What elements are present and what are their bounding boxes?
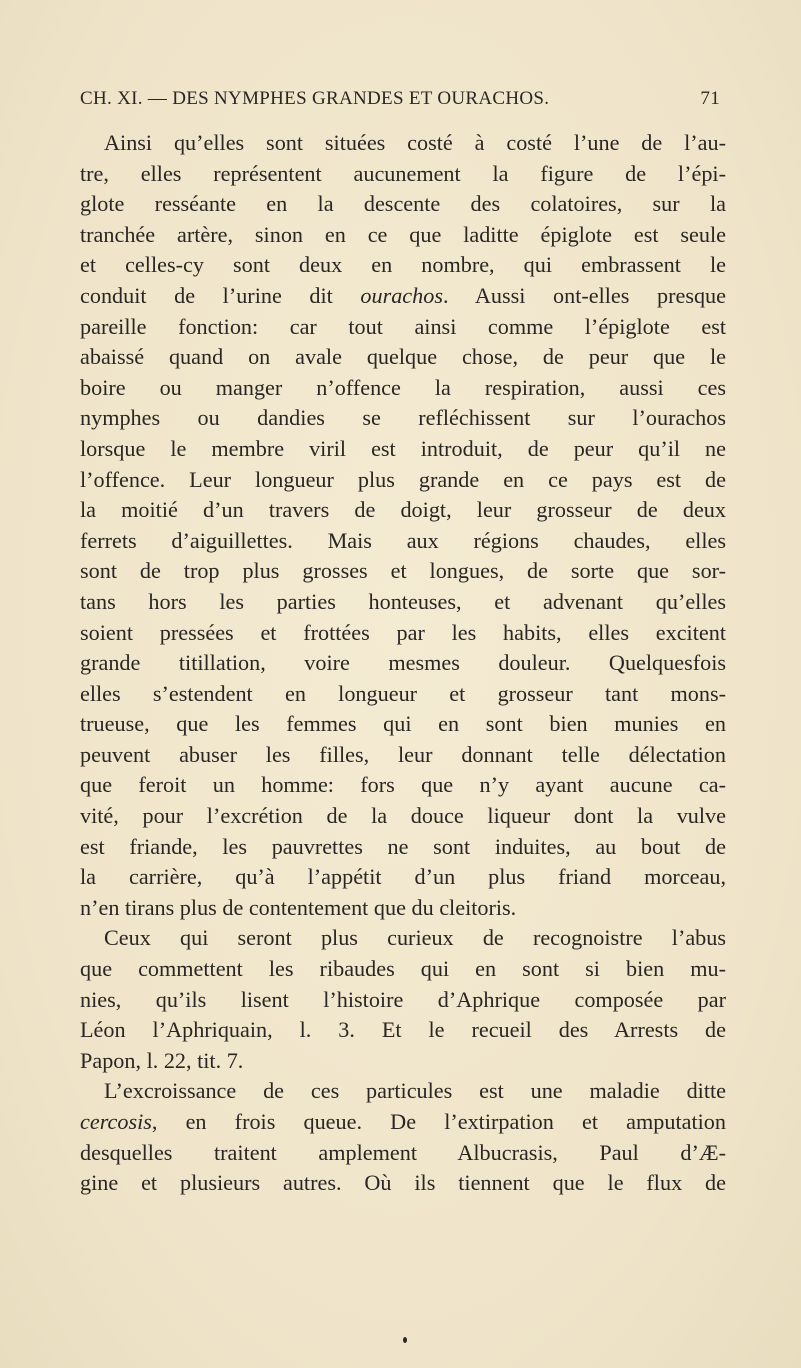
text-line: boire ou manger n’offence la respiration, aussi ces (80, 374, 726, 400)
text-line: Léon l’Aphriquain, l. 3. Et le recueil des Arrests de (80, 1017, 726, 1043)
text-line: vité, pour l’excrétion de la douce liqueur dont la vulve (80, 803, 726, 829)
text-line: la moitié d’un travers de doigt, leur grosseur de deux (80, 497, 726, 523)
text-line: lorsque le membre viril est introduit, de peur qu’il ne (80, 435, 726, 461)
text-line: Ceux qui seront plus curieux de recognoistre l’abus (104, 925, 726, 951)
text-line: Ainsi qu’elles sont situées costé à costé l’une de l’au- (104, 130, 726, 155)
text-line: l’offence. Leur longueur plus grande en ce pays est de (80, 466, 726, 492)
text-line: abaissé quand on avale quelque chose, de peur que le (80, 344, 726, 370)
text-line: que feroit un homme: fors que n’y ayant aucune ca- (80, 772, 726, 798)
text-line: tans hors les parties honteuses, et advenant qu’elles (80, 588, 726, 614)
text-line: tre, elles représentent aucunement la figure de l’épi- (80, 160, 726, 186)
text-line: Papon, l. 22, tit. 7. (80, 1047, 244, 1073)
text-line: desquelles traitent amplement Albucrasis, Paul d’Æ- (80, 1139, 726, 1165)
running-title: CH. XI. — DES NYMPHES GRANDES ET OURACHOS. (80, 88, 550, 109)
ink-speck (403, 1337, 407, 1343)
text-line: que commettent les ribaudes qui en sont si bien mu- (80, 956, 726, 982)
text-line: conduit de l’urine dit ourachos. Aussi ont-elles presque (80, 282, 726, 308)
text-line: n’en tirans plus de contentement que du cleitoris. (80, 894, 517, 920)
text-line: cercosis, en frois queue. De l’extirpation et amputation (80, 1109, 726, 1134)
text-line: nies, qu’ils lisent l’histoire d’Aphrique composée par (80, 986, 726, 1012)
text-line: la carrière, qu’à l’appétit d’un plus friand morceau, (80, 864, 726, 890)
text-line: ferrets d’aiguillettes. Mais aux régions chaudes, elles (80, 527, 726, 553)
page-number: 71 (700, 88, 720, 109)
text-line: grande titillation, voire mesmes douleur. Quelquesfois (80, 650, 726, 676)
running-header (80, 88, 720, 114)
text-line: trueuse, que les femmes qui en sont bien munies en (80, 711, 726, 737)
text-line: soient pressées et frottées par les habits, elles excitent (80, 619, 726, 645)
text-line: gine et plusieurs autres. Où ils tiennent que le flux de (80, 1170, 726, 1196)
text-line: pareille fonction: car tout ainsi comme l’épiglote est (80, 313, 726, 339)
text-line: et celles-cy sont deux en nombre, qui embrassent le (80, 252, 726, 278)
text-line: elles s’estendent en longueur et grosseur tant mons- (80, 680, 726, 706)
body-text (80, 128, 726, 1199)
text-line: L’excroissance de ces particules est une maladie ditte (104, 1078, 726, 1104)
text-line: sont de trop plus grosses et longues, de sorte que sor- (80, 558, 726, 584)
text-line: peuvent abuser les filles, leur donnant telle délectation (80, 741, 726, 767)
text-line: nymphes ou dandies se refléchissent sur l’ourachos (80, 405, 726, 431)
text-line: est friande, les pauvrettes ne sont induites, au bout de (80, 833, 726, 859)
text-line: tranchée artère, sinon en ce que laditte épiglote est seule (80, 221, 726, 247)
text-line: glote resséante en la descente des colatoires, sur la (80, 191, 726, 217)
